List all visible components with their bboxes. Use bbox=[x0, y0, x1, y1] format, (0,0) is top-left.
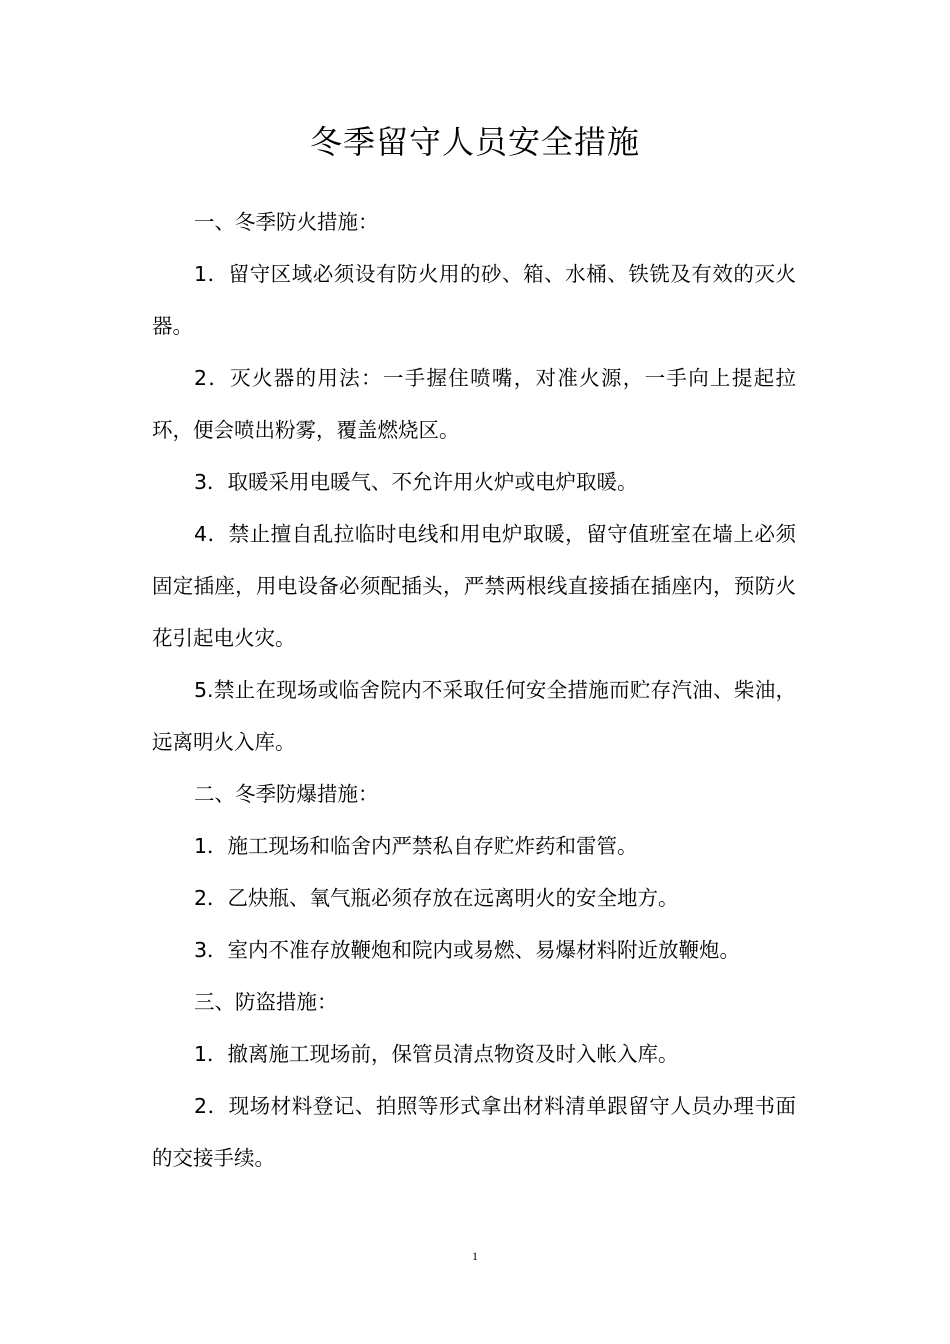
paragraph: 2．现场材料登记、拍照等形式拿出材料清单跟留守人员办理书面的交接手续。 bbox=[152, 1094, 796, 1170]
document-body bbox=[152, 196, 796, 1184]
paragraph: 3．取暖采用电暖气、不允许用火炉或电炉取暖。 bbox=[194, 470, 638, 494]
paragraph: 2．乙炔瓶、氧气瓶必须存放在远离明火的安全地方。 bbox=[194, 886, 679, 910]
paragraph: 4．禁止擅自乱拉临时电线和用电炉取暖，留守值班室在墙上必须固定插座，用电设备必须配插头，严禁两根线直接插在插座内，预防火花引起电火灾。 bbox=[152, 522, 796, 650]
paragraph: 1．留守区域必须设有防火用的砂、箱、水桶、铁铣及有效的灭火器。 bbox=[152, 262, 796, 338]
page-number: 1 bbox=[472, 1249, 478, 1263]
section-heading-fire: 一、冬季防火措施： bbox=[194, 210, 379, 234]
paragraph: 1．施工现场和临舍内严禁私自存贮炸药和雷管。 bbox=[194, 834, 638, 858]
paragraph: 2．灭火器的用法：一手握住喷嘴，对准火源，一手向上提起拉环，便会喷出粉雾，覆盖燃烧区。 bbox=[152, 366, 796, 442]
paragraph: 5.禁止在现场或临舍院内不采取任何安全措施而贮存汽油、柴油，远离明火入库。 bbox=[152, 678, 796, 754]
paragraph: 1．撤离施工现场前，保管员清点物资及时入帐入库。 bbox=[194, 1042, 679, 1066]
document-title: 冬季留守人员安全措施 bbox=[309, 123, 640, 161]
section-heading-explosion: 二、冬季防爆措施： bbox=[194, 782, 379, 806]
section-heading-theft: 三、防盗措施： bbox=[194, 990, 338, 1014]
paragraph: 3．室内不准存放鞭炮和院内或易燃、易爆材料附近放鞭炮。 bbox=[194, 938, 741, 962]
